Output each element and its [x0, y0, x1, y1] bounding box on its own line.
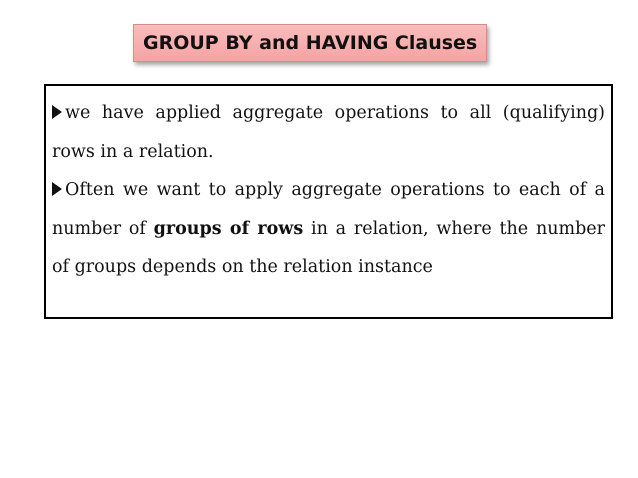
bullet-text-2-bold: groups of rows [153, 218, 304, 239]
content-box [44, 84, 613, 319]
arrow-bullet-icon [52, 105, 62, 119]
bullet-item-1 [52, 94, 605, 171]
bullet-text-1: we have applied aggregate operations to all (qualifying) rows in a relation. [52, 103, 605, 162]
bullet-text-2-before: Often we want to apply aggregate operations to each of a number of [52, 180, 605, 239]
bullet-text-2-after: in a relation, where the number of groups depends on the relation instance [52, 218, 605, 277]
title-box [133, 24, 487, 62]
bullet-item-2 [52, 171, 605, 287]
arrow-bullet-icon [52, 182, 62, 196]
slide-title: GROUP BY and HAVING Clauses [143, 32, 478, 54]
